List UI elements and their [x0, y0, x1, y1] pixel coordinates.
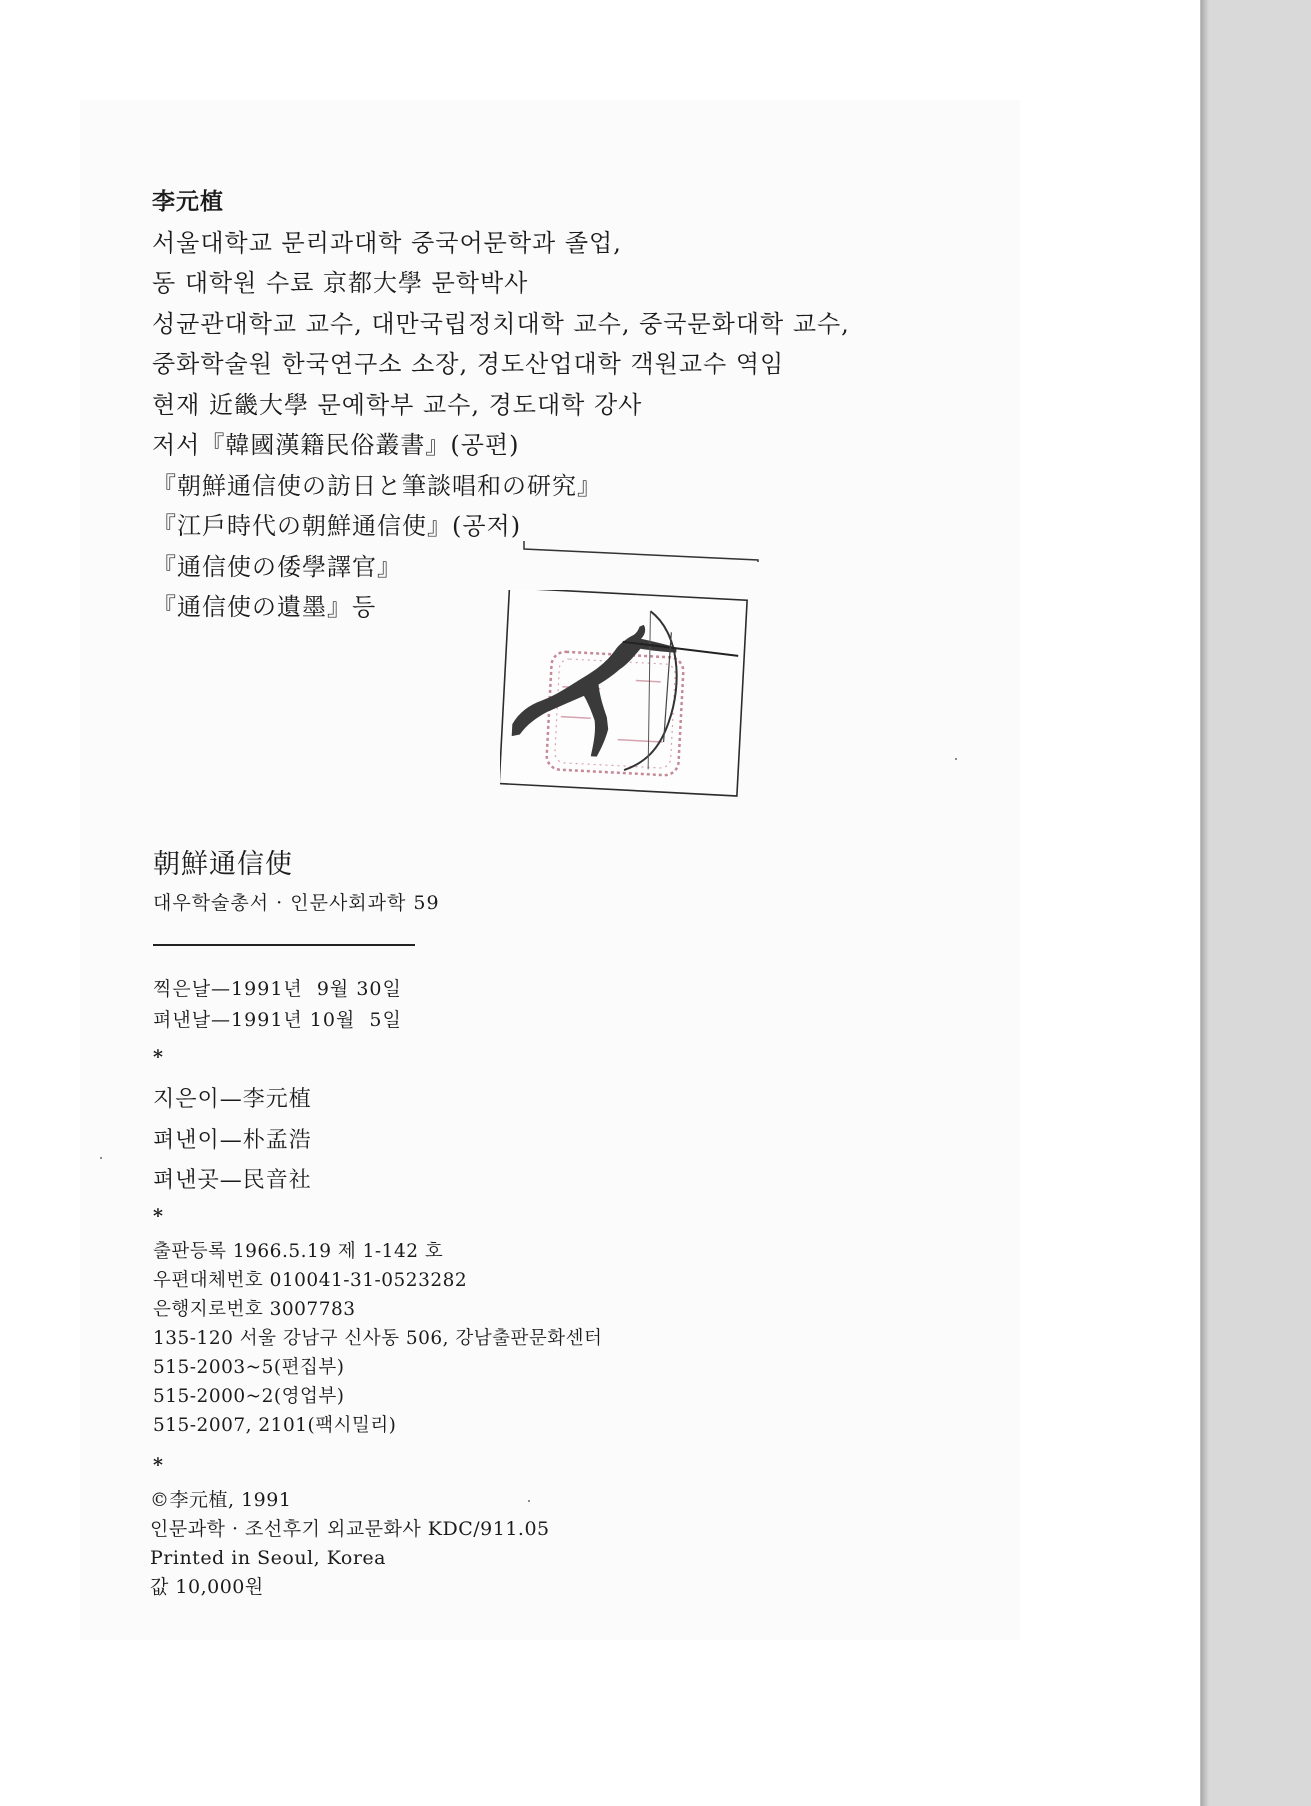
divider-rule: [153, 944, 415, 946]
copyright-block: [150, 1486, 550, 1602]
bio-line: 현재 近畿大學 문예학부 교수, 경도대학 강사: [152, 390, 643, 419]
scan-speck: [528, 1500, 530, 1502]
info-line: 우편대체번호 010041-31-0523282: [153, 1270, 468, 1291]
separator-star: *: [153, 1046, 163, 1068]
book-title: 朝鮮通信使: [153, 849, 293, 880]
separator-star: *: [153, 1454, 163, 1476]
info-line: 출판등록 1966.5.19 제 1-142 호: [153, 1241, 444, 1262]
info-line: 515-2003~5(편집부): [153, 1357, 345, 1378]
publication-dates: [153, 974, 402, 1036]
info-line: 515-2000~2(영업부): [153, 1386, 345, 1407]
printed-in-line: Printed in Seoul, Korea: [150, 1547, 386, 1569]
info-line: 515-2007, 2101(팩시밀리): [153, 1415, 397, 1436]
bio-line: 동 대학원 수료 京都大學 문학박사: [152, 269, 529, 297]
credits: [153, 1080, 312, 1202]
author-credit: 지은이—李元植: [153, 1087, 312, 1112]
bio-line: 중화학술원 한국연구소 소장, 경도산업대학 객원교수 역임: [152, 350, 785, 378]
scan-speck: [100, 1157, 102, 1159]
publishing-info: [153, 1237, 602, 1440]
copyright-line: ©李元植, 1991: [150, 1489, 292, 1511]
bio-line: 『朝鮮通信使の訪日と筆談唱和の研究』: [152, 471, 602, 500]
published-date: 펴낸날—1991년 10월 5일: [153, 1009, 402, 1031]
scan-speck: [955, 758, 957, 760]
bio-line: 성균관대학교 교수, 대만국립정치대학 교수, 중국문화대학 교수,: [152, 309, 850, 338]
info-line: 은행지로번호 3007783: [153, 1299, 356, 1320]
bio-line: 서울대학교 문리과대학 중국어문학과 졸업,: [152, 228, 622, 257]
press-credit: 펴낸곳—民音社: [153, 1168, 312, 1193]
price-line: 값 10,000원: [150, 1576, 264, 1598]
classification-line: 인문과학 · 조선후기 외교문화사 KDC/911.05: [150, 1518, 550, 1540]
stray-line: [523, 540, 759, 562]
series-label: 대우학술총서 · 인문사회과학 59: [153, 892, 440, 914]
viewer-background: [1201, 0, 1311, 1806]
bio-line: 저서『韓國漢籍民俗叢書』(공편): [152, 431, 520, 459]
publisher-credit: 펴낸이—朴孟浩: [153, 1127, 312, 1153]
separator-star: *: [153, 1205, 163, 1227]
bio-line: 『通信使の遺墨』등: [152, 593, 377, 621]
archer-seal-icon: [500, 590, 750, 800]
page-shadow: [1201, 0, 1209, 1806]
info-line: 135-120 서울 강남구 신사동 506, 강남출판문화센터: [153, 1328, 603, 1349]
printed-date: 찍은날—1991년 9월 30일: [153, 978, 402, 1000]
author-name: 李元植: [152, 189, 224, 215]
bio-line: 『通信使の倭學譯官』: [152, 552, 402, 581]
bio-line: 『江戶時代の朝鮮通信使』(공저): [152, 512, 522, 540]
